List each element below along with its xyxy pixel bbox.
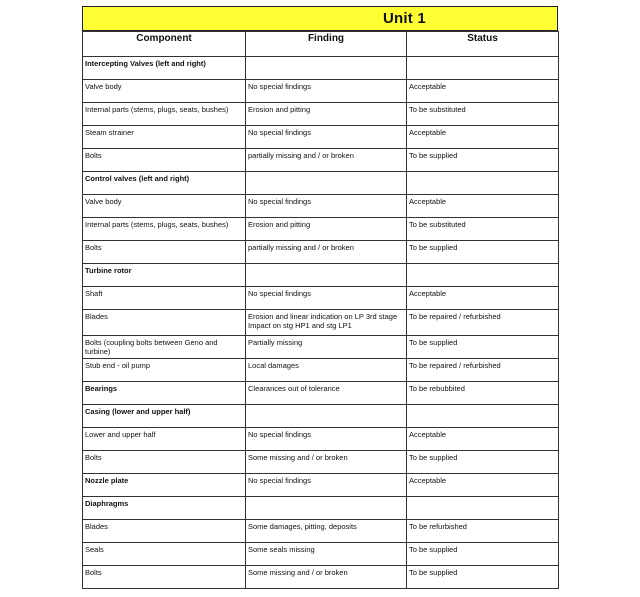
- finding-cell: [246, 241, 407, 264]
- component-cell-text: Control valves (left and right): [85, 174, 190, 183]
- finding-cell: [246, 80, 407, 103]
- finding-cell-text: Erosion and pitting: [248, 220, 311, 229]
- finding-cell-text: Local damages: [248, 361, 299, 370]
- component-cell-text: Intercepting Valves (left and right): [85, 59, 206, 68]
- finding-cell: [246, 474, 407, 497]
- component-cell-text: Bolts: [85, 568, 102, 577]
- component-cell: [83, 218, 246, 241]
- status-cell: [407, 382, 559, 405]
- header-component: Component: [83, 32, 246, 57]
- section-row: [83, 264, 559, 287]
- status-cell-text: To be repaired / refurbished: [409, 312, 501, 321]
- finding-cell-text: No special findings: [248, 289, 311, 298]
- status-cell: [407, 451, 559, 474]
- status-cell-text: Acceptable: [409, 82, 447, 91]
- table-row: [83, 359, 559, 382]
- component-cell: [83, 264, 246, 287]
- status-cell: [407, 428, 559, 451]
- table-row: [83, 80, 559, 103]
- finding-cell-text: No special findings: [248, 82, 311, 91]
- component-cell: [83, 195, 246, 218]
- finding-cell-text: Clearances out of tolerance: [248, 384, 340, 393]
- finding-cell: [246, 451, 407, 474]
- table-row: [83, 520, 559, 543]
- status-cell: [407, 57, 559, 80]
- component-cell-text: Steam strainer: [85, 128, 134, 137]
- component-cell: [83, 80, 246, 103]
- finding-cell-text: Some damages, pitting, deposits: [248, 522, 357, 531]
- component-cell-text: Blades: [85, 522, 108, 531]
- component-cell: [83, 57, 246, 80]
- component-cell-text: Casing (lower and upper half): [85, 407, 191, 416]
- status-cell-text: To be rebubbited: [409, 384, 465, 393]
- component-cell-text: Internal parts (stems, plugs, seats, bushes): [85, 220, 229, 229]
- finding-cell: [246, 497, 407, 520]
- component-cell-text: Diaphragms: [85, 499, 129, 508]
- table-row: [83, 126, 559, 149]
- status-cell-text: [409, 497, 556, 499]
- status-cell: [407, 241, 559, 264]
- finding-cell-text: Some seals missing: [248, 545, 315, 554]
- header-finding: Finding: [246, 32, 407, 57]
- status-cell-text: To be substituted: [409, 220, 466, 229]
- component-cell-text: Bearings: [85, 384, 118, 393]
- status-cell: [407, 520, 559, 543]
- status-cell-text: To be repaired / refurbished: [409, 361, 501, 370]
- finding-cell: [246, 126, 407, 149]
- component-cell: [83, 287, 246, 310]
- component-cell-text: Stub end - oil pump: [85, 361, 151, 370]
- component-cell-text: Blades: [85, 312, 108, 321]
- status-cell-text: [409, 57, 556, 59]
- status-cell: [407, 359, 559, 382]
- finding-cell: [246, 57, 407, 80]
- status-cell-text: Acceptable: [409, 289, 447, 298]
- table-row: [83, 218, 559, 241]
- finding-cell-text: [248, 57, 404, 59]
- status-cell: [407, 218, 559, 241]
- table-row: [83, 287, 559, 310]
- status-cell: [407, 195, 559, 218]
- table-row: [83, 149, 559, 172]
- component-cell-text: Bolts: [85, 243, 102, 252]
- component-cell-text: Shaft: [85, 289, 103, 298]
- component-cell: [83, 336, 246, 359]
- finding-cell-text: [248, 405, 404, 407]
- status-cell-text: To be supplied: [409, 338, 458, 347]
- status-cell: [407, 310, 559, 336]
- finding-cell-text: Some missing and / or broken: [248, 453, 348, 462]
- status-cell: [407, 566, 559, 589]
- section-row: [83, 57, 559, 80]
- component-cell-text: Turbine rotor: [85, 266, 132, 275]
- component-cell: [83, 382, 246, 405]
- finding-cell-text: [248, 497, 404, 499]
- finding-cell-text: Partially missing: [248, 338, 303, 347]
- finding-cell: [246, 172, 407, 195]
- status-cell: [407, 405, 559, 428]
- finding-cell: [246, 566, 407, 589]
- component-cell: [83, 126, 246, 149]
- component-cell: [83, 103, 246, 126]
- finding-cell: [246, 103, 407, 126]
- finding-cell-text: No special findings: [248, 430, 311, 439]
- status-cell: [407, 264, 559, 287]
- status-cell: [407, 336, 559, 359]
- header-status: Status: [407, 32, 559, 57]
- status-cell-text: To be refurbished: [409, 522, 467, 531]
- component-cell-text: Bolts: [85, 453, 102, 462]
- finding-cell-text: [248, 264, 404, 266]
- status-cell-text: Acceptable: [409, 197, 447, 206]
- title-bar: [82, 6, 558, 31]
- section-row: [83, 172, 559, 195]
- inspection-sheet: [82, 6, 558, 589]
- table-row: [83, 566, 559, 589]
- finding-cell-text: Erosion and linear indication on LP 3rd stage Impact on stg HP1 and stg LP1: [248, 312, 398, 330]
- status-cell-text: To be supplied: [409, 568, 458, 577]
- component-cell: [83, 428, 246, 451]
- component-cell-text: Nozzle plate: [85, 476, 129, 485]
- status-cell: [407, 149, 559, 172]
- unit-title: Unit 1: [383, 10, 426, 27]
- table-row: [83, 336, 559, 359]
- finding-cell: [246, 382, 407, 405]
- component-cell-text: Bolts (coupling bolts between Geno and turbine): [85, 338, 218, 356]
- component-cell: [83, 497, 246, 520]
- table-row: [83, 195, 559, 218]
- component-cell: [83, 149, 246, 172]
- component-cell: [83, 474, 246, 497]
- section-row: [83, 405, 559, 428]
- finding-cell-text: No special findings: [248, 128, 311, 137]
- finding-cell-text: [248, 172, 404, 174]
- component-cell: [83, 451, 246, 474]
- component-cell: [83, 543, 246, 566]
- status-cell-text: [409, 264, 556, 266]
- status-cell-text: To be supplied: [409, 545, 458, 554]
- finding-cell: [246, 287, 407, 310]
- finding-cell: [246, 149, 407, 172]
- finding-cell-text: No special findings: [248, 197, 311, 206]
- finding-cell: [246, 195, 407, 218]
- component-cell-text: Valve body: [85, 197, 122, 206]
- table-row: [83, 543, 559, 566]
- finding-cell: [246, 405, 407, 428]
- component-cell-text: Lower and upper half: [85, 430, 156, 439]
- status-cell-text: Acceptable: [409, 128, 447, 137]
- table-row: [83, 310, 559, 336]
- component-cell: [83, 566, 246, 589]
- status-cell-text: To be supplied: [409, 243, 458, 252]
- table-body: [83, 57, 559, 589]
- status-cell: [407, 543, 559, 566]
- finding-cell-text: Erosion and pitting: [248, 105, 311, 114]
- status-cell-text: [409, 172, 556, 174]
- status-cell: [407, 474, 559, 497]
- table-row: [83, 428, 559, 451]
- inspection-table: [82, 31, 559, 589]
- status-cell-text: To be supplied: [409, 453, 458, 462]
- finding-cell: [246, 428, 407, 451]
- finding-cell: [246, 520, 407, 543]
- section-row: [83, 382, 559, 405]
- status-cell: [407, 80, 559, 103]
- table-row: [83, 103, 559, 126]
- finding-cell: [246, 359, 407, 382]
- component-cell-text: Internal parts (stems, plugs, seats, bushes): [85, 105, 229, 114]
- component-cell: [83, 172, 246, 195]
- finding-cell-text: Some missing and / or broken: [248, 568, 348, 577]
- finding-cell-text: partially missing and / or broken: [248, 151, 354, 160]
- status-cell-text: To be substituted: [409, 105, 466, 114]
- status-cell: [407, 103, 559, 126]
- section-row: [83, 474, 559, 497]
- finding-cell: [246, 336, 407, 359]
- status-cell-text: To be supplied: [409, 151, 458, 160]
- status-cell-text: [409, 405, 556, 407]
- component-cell: [83, 310, 246, 336]
- section-row: [83, 497, 559, 520]
- status-cell: [407, 287, 559, 310]
- status-cell: [407, 126, 559, 149]
- component-cell: [83, 405, 246, 428]
- status-cell-text: Acceptable: [409, 430, 447, 439]
- component-cell-text: Bolts: [85, 151, 102, 160]
- finding-cell: [246, 264, 407, 287]
- table-row: [83, 451, 559, 474]
- finding-cell-text: partially missing and / or broken: [248, 243, 354, 252]
- component-cell-text: Seals: [85, 545, 104, 554]
- finding-cell-text: No special findings: [248, 476, 311, 485]
- table-row: [83, 241, 559, 264]
- component-cell: [83, 241, 246, 264]
- component-cell-text: Valve body: [85, 82, 122, 91]
- status-cell: [407, 172, 559, 195]
- finding-cell: [246, 310, 407, 336]
- component-cell: [83, 359, 246, 382]
- finding-cell: [246, 218, 407, 241]
- header-row: [83, 32, 559, 57]
- component-cell: [83, 520, 246, 543]
- status-cell: [407, 497, 559, 520]
- status-cell-text: Acceptable: [409, 476, 447, 485]
- finding-cell: [246, 543, 407, 566]
